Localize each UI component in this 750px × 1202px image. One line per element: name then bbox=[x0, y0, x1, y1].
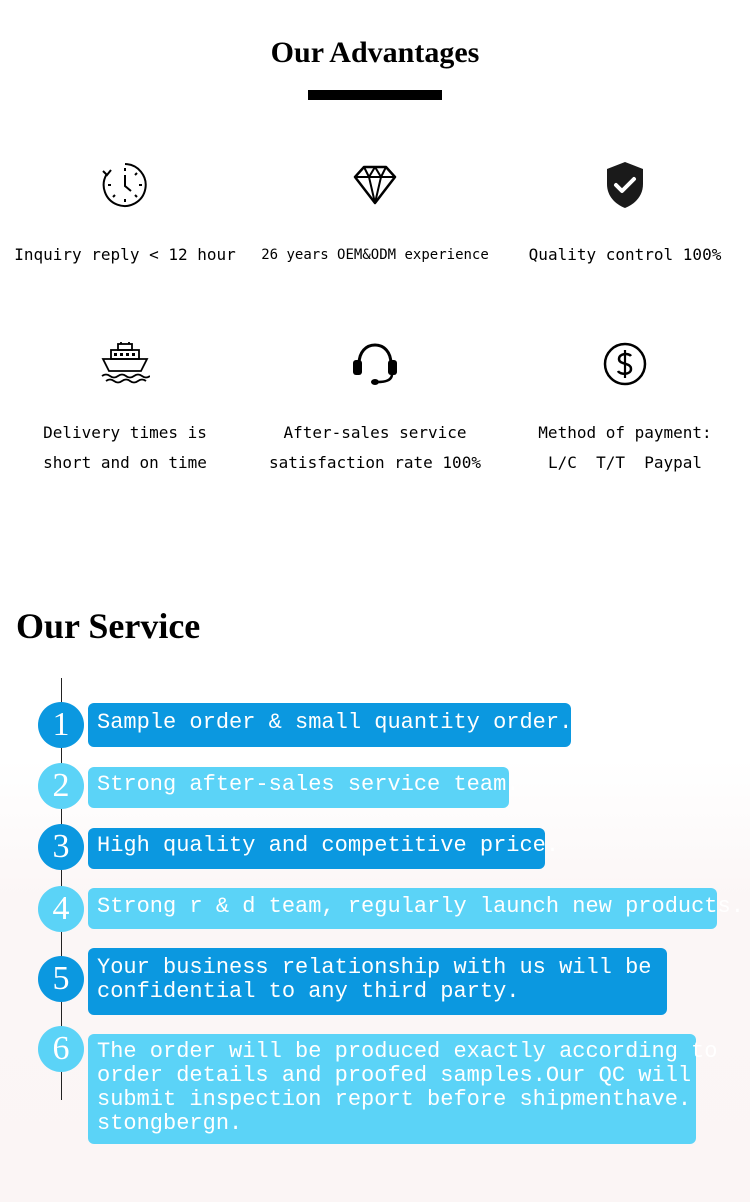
step-number: 5 bbox=[38, 956, 84, 1002]
step-number: 3 bbox=[38, 824, 84, 870]
headset-icon bbox=[350, 338, 400, 388]
title-underline bbox=[308, 90, 442, 100]
diamond-icon bbox=[350, 160, 400, 210]
ship-icon bbox=[100, 338, 150, 388]
step-text: Your business relationship with us will be confidential to any third party. bbox=[88, 948, 667, 1015]
advantage-text: Quality control 100% bbox=[528, 245, 722, 264]
advantage-text: After-sales service satisfaction rate 100% bbox=[269, 423, 481, 472]
advantage-text: Inquiry reply < 12 hour bbox=[14, 245, 236, 264]
step-number: 1 bbox=[38, 702, 84, 748]
step-text: The order will be produced exactly according to order details and proofed samples.Our QC will submit inspection report before shipmenthave. stongbergn. bbox=[88, 1034, 696, 1144]
dollar-icon bbox=[600, 338, 650, 388]
advantages-title: Our Advantages bbox=[270, 36, 480, 69]
step-text: Strong after-sales service team. bbox=[88, 767, 509, 808]
advantage-text: Method of payment: L/C T/T Paypal bbox=[538, 423, 712, 472]
advantage-text: 26 years OEM&ODM experience bbox=[261, 247, 489, 263]
shield-check-icon bbox=[600, 160, 650, 210]
advantage-text: Delivery times is short and on time bbox=[43, 423, 207, 472]
step-text: Sample order & small quantity order. bbox=[88, 703, 571, 747]
step-number: 6 bbox=[38, 1026, 84, 1072]
service-title: Our Service bbox=[16, 606, 201, 646]
clock-icon bbox=[100, 160, 150, 210]
step-number: 2 bbox=[38, 763, 84, 809]
step-number: 4 bbox=[38, 886, 84, 932]
step-text: Strong r & d team, regularly launch new products. bbox=[88, 888, 717, 929]
step-text: High quality and competitive price. bbox=[88, 828, 545, 869]
